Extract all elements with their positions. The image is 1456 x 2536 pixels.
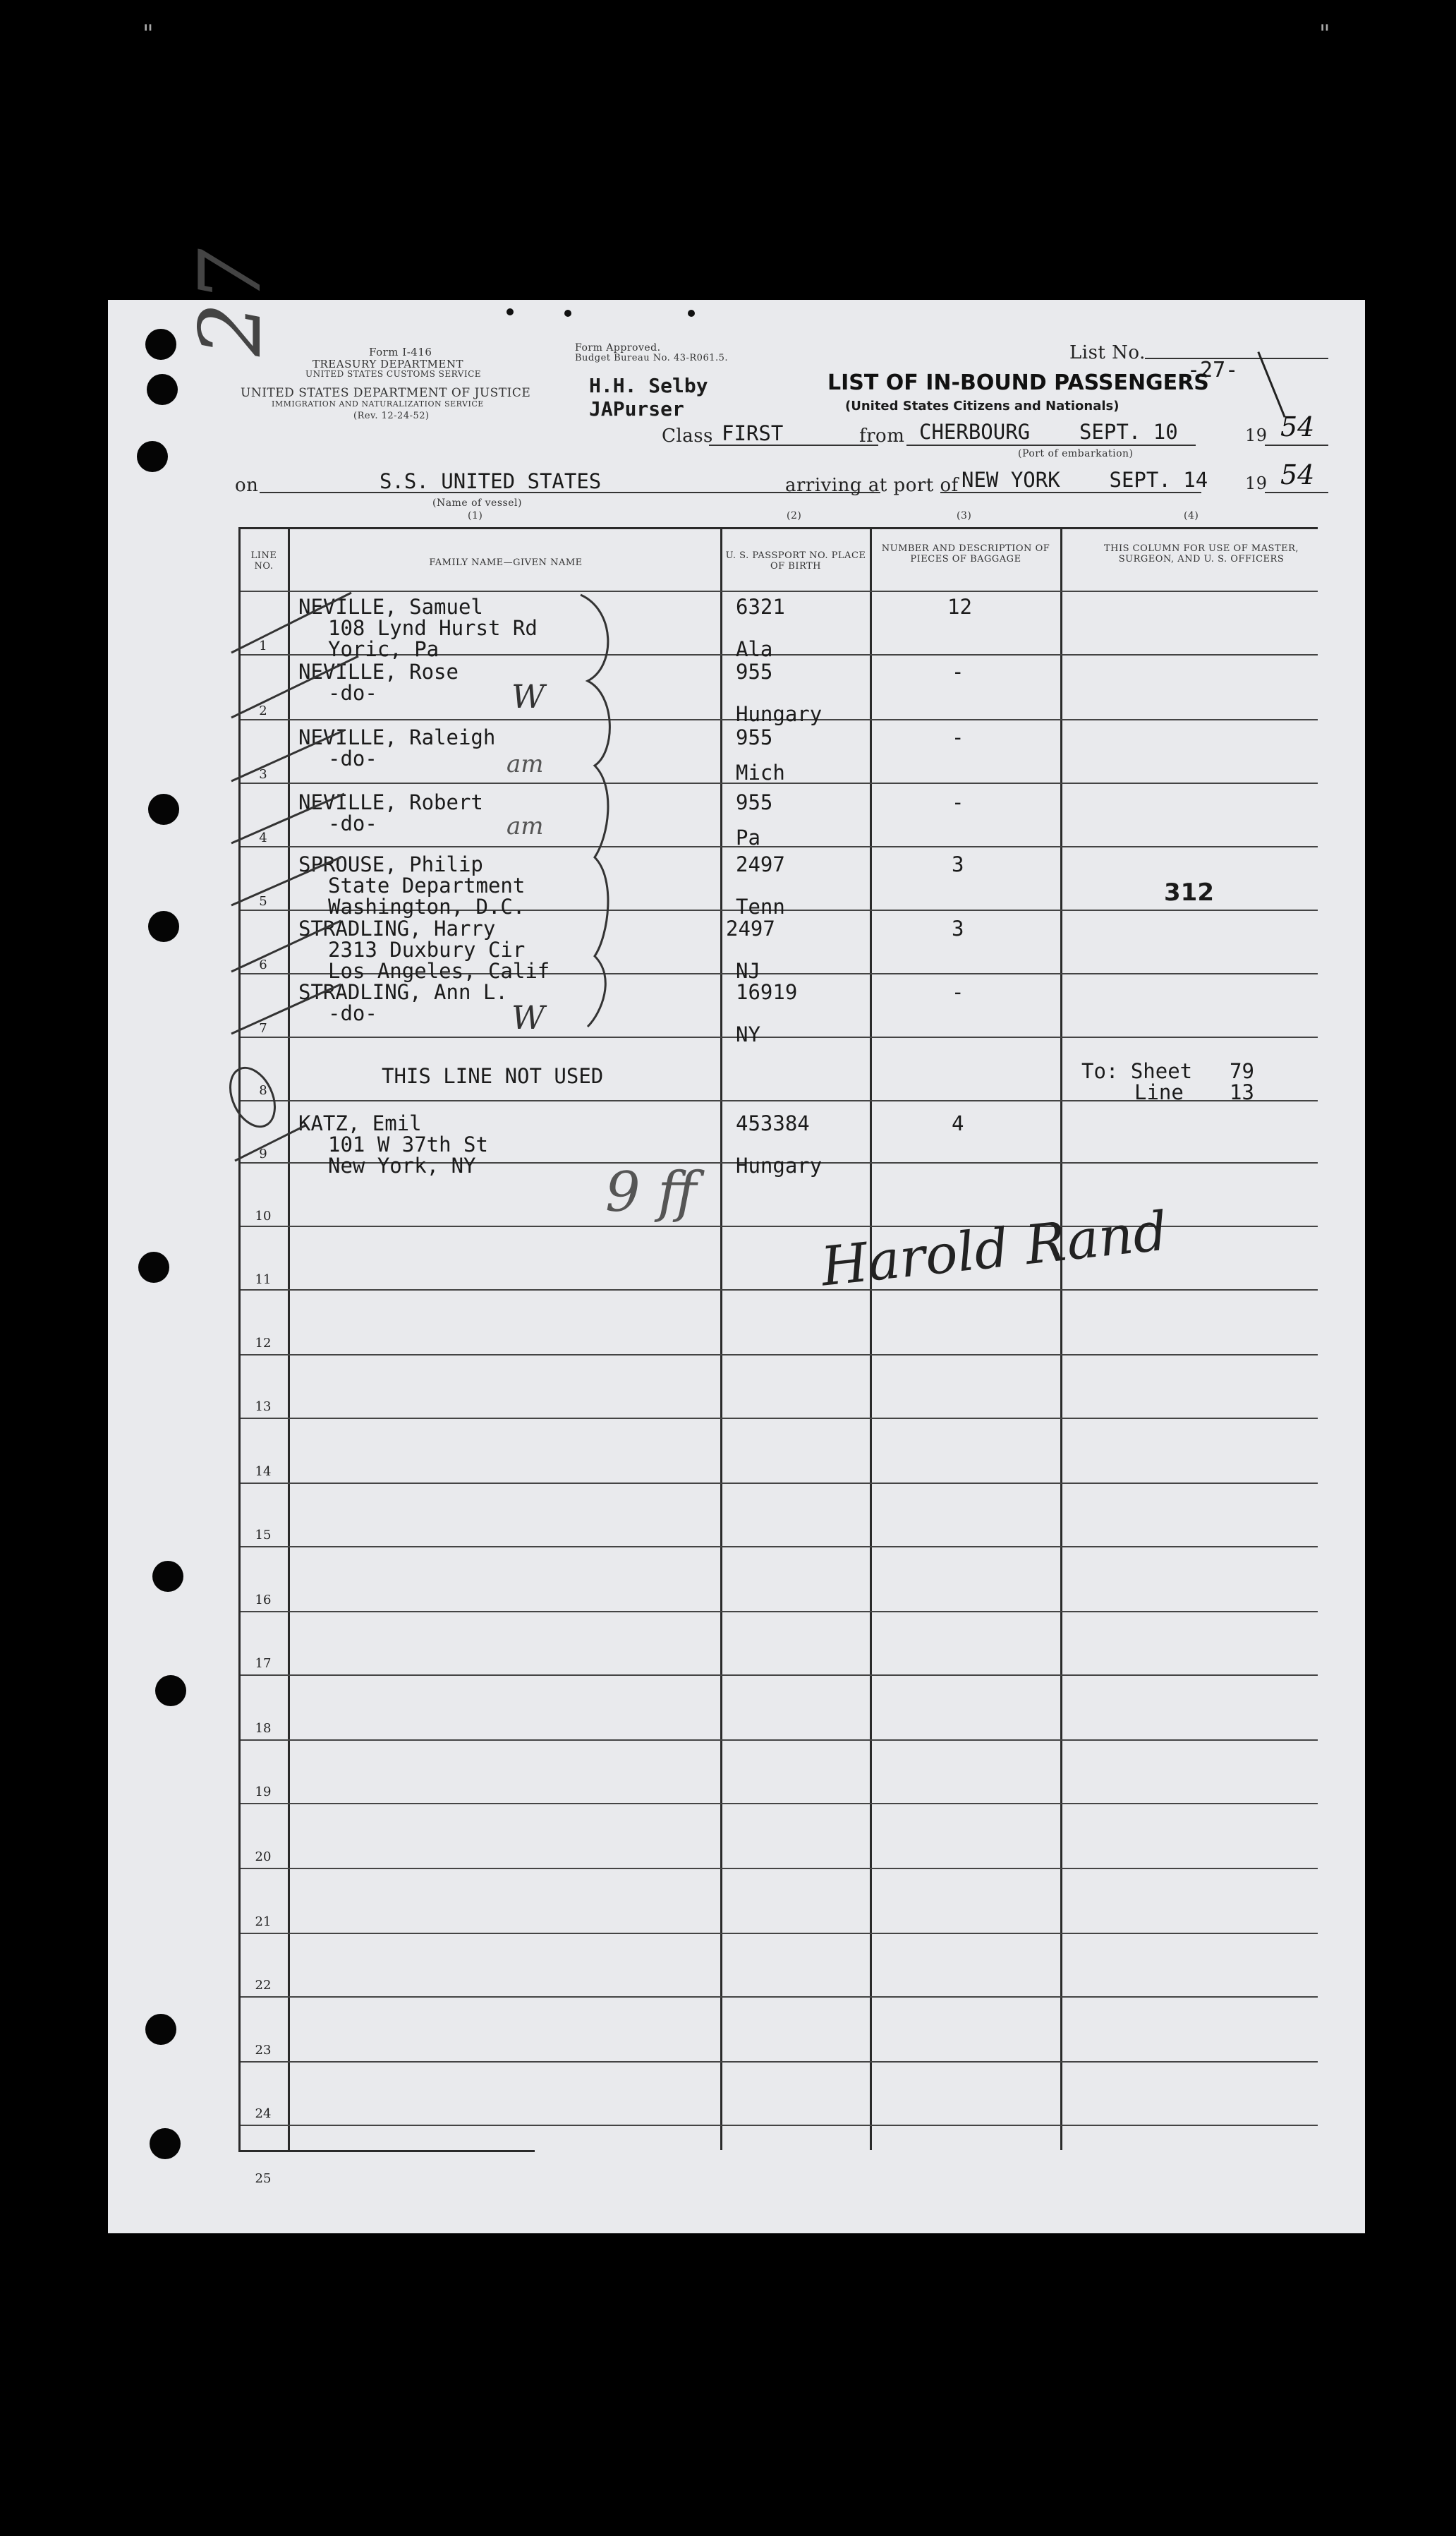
- passport-number: 2497: [736, 852, 785, 876]
- list-no-value: -27-: [1187, 358, 1239, 382]
- year-2: 54: [1280, 459, 1315, 490]
- passport-number: 16919: [736, 980, 798, 1004]
- baggage-count: -: [952, 790, 964, 814]
- passport-number: 453384: [736, 1111, 810, 1135]
- passenger-address-1: -do-: [328, 681, 377, 705]
- col-header-passport: U. S. PASSPORT NO. PLACE OF BIRTH: [725, 550, 866, 572]
- baggage-count: -: [952, 725, 964, 749]
- place-of-birth: NY: [736, 1022, 760, 1046]
- line-number: 24: [255, 2106, 272, 2121]
- passenger-name: THIS LINE NOT USED: [382, 1064, 604, 1088]
- line-number: 15: [255, 1528, 272, 1542]
- line-number: 13: [255, 1399, 272, 1414]
- handwritten-am: am: [506, 812, 544, 840]
- line-number: 5: [259, 894, 267, 909]
- line-number: 18: [255, 1721, 272, 1736]
- line-number: 21: [255, 1914, 272, 1929]
- line-value: 13: [1230, 1080, 1254, 1104]
- passenger-name: NEVILLE, Rose: [298, 660, 459, 684]
- manifest-title: LIST OF IN-BOUND PASSENGERS: [827, 370, 1209, 395]
- col-num-2: (2): [787, 510, 802, 521]
- corner-mark-left: ": [142, 20, 154, 48]
- manifest-subtitle: (United States Citizens and Nationals): [845, 399, 1120, 413]
- line-number: 8: [259, 1083, 267, 1098]
- line-number: 10: [255, 1209, 272, 1224]
- passport-number: 2497: [726, 917, 775, 941]
- handwritten-w: W: [511, 998, 545, 1037]
- arriving-label: arriving at port of: [785, 475, 959, 496]
- place-of-birth: Ala: [736, 637, 773, 661]
- passenger-name: SPROUSE, Philip: [298, 852, 483, 876]
- purser-title: JAPurser: [589, 397, 684, 421]
- col-header-line-no: LINE NO.: [250, 550, 277, 572]
- revision-label: (Rev. 12-24-52): [353, 411, 430, 421]
- col-header-baggage: NUMBER AND DESCRIPTION OF PIECES OF BAGGAGE: [881, 543, 1050, 564]
- justice-label: UNITED STATES DEPARTMENT OF JUSTICE: [241, 386, 531, 400]
- passport-number: 955: [736, 660, 773, 684]
- vessel-label: (Name of vessel): [432, 497, 522, 509]
- purser-name: H.H. Selby: [589, 374, 708, 397]
- class-value: FIRST: [722, 421, 784, 445]
- passenger-address-1: -do-: [328, 811, 377, 835]
- baggage-count: 12: [947, 595, 972, 619]
- class-label: Class: [662, 425, 713, 447]
- place-of-birth: NJ: [736, 959, 760, 983]
- col-num-3: (3): [957, 510, 972, 521]
- passenger-manifest-page: [108, 248, 1365, 2233]
- line-number: 2: [259, 704, 267, 718]
- baggage-count: 3: [952, 852, 964, 876]
- handwritten-scribble: 9 ff: [605, 1161, 697, 1224]
- passenger-address-1: -do-: [328, 1001, 377, 1025]
- passenger-address-1: 2313 Duxbury Cir: [328, 938, 526, 962]
- year-1: 54: [1280, 411, 1315, 442]
- form-number: Form I-416: [369, 346, 432, 358]
- place-of-birth: Pa: [736, 826, 760, 850]
- budget-bureau: Budget Bureau No. 43-R061.5.: [575, 353, 729, 363]
- from-value: CHERBOURG SEPT. 10: [919, 420, 1178, 444]
- col-header-name: FAMILY NAME—GIVEN NAME: [429, 557, 583, 568]
- passenger-name: NEVILLE, Raleigh: [298, 725, 496, 749]
- handwritten-w: W: [511, 677, 545, 715]
- passenger-address-2: Los Angeles, Calif: [328, 959, 550, 983]
- form-approved: Form Approved.: [575, 342, 661, 354]
- place-of-birth: Mich: [736, 761, 785, 785]
- signature: Harold Rand: [818, 1199, 1170, 1298]
- line-number: 22: [255, 1978, 272, 1993]
- place-of-birth: Tenn: [736, 895, 785, 919]
- arriving-value: NEW YORK SEPT. 14: [961, 468, 1208, 492]
- year-prefix-2: 19: [1245, 473, 1268, 493]
- passport-number: 955: [736, 790, 773, 814]
- passenger-name: KATZ, Emil: [298, 1111, 422, 1135]
- passenger-address-1: 101 W 37th St: [328, 1133, 488, 1157]
- line-number: 7: [259, 1021, 267, 1036]
- col-num-4: (4): [1184, 510, 1199, 521]
- to-sheet-label: To: Sheet: [1081, 1059, 1193, 1083]
- line-number: 14: [255, 1464, 272, 1479]
- from-label: from: [859, 425, 905, 447]
- passenger-address-1: State Department: [328, 874, 526, 898]
- passenger-address-1: 108 Lynd Hurst Rd: [328, 616, 538, 640]
- on-label: on: [235, 475, 259, 496]
- ins-label: IMMIGRATION AND NATURALIZATION SERVICE: [272, 399, 484, 409]
- line-number: 12: [255, 1336, 272, 1351]
- passenger-name: STRADLING, Ann L.: [298, 980, 508, 1004]
- passport-number: 955: [736, 725, 773, 749]
- passenger-address-2: Yoric, Pa: [328, 637, 439, 661]
- line-number: 20: [255, 1849, 272, 1864]
- col-header-officers: THIS COLUMN FOR USE OF MASTER, SURGEON, AND U. S. OFFICERS: [1103, 543, 1299, 564]
- port-embarkation-label: (Port of embarkation): [1018, 448, 1134, 459]
- pen-strokes: [108, 300, 1365, 2233]
- line-number: 23: [255, 2043, 272, 2058]
- passenger-name: NEVILLE, Robert: [298, 790, 483, 814]
- passenger-address-2: New York, NY: [328, 1154, 476, 1178]
- vessel-col-num: (1): [468, 510, 483, 521]
- vessel-name: S.S. UNITED STATES: [380, 469, 602, 493]
- handwritten-am: am: [506, 750, 544, 778]
- line-number: 19: [255, 1785, 272, 1799]
- baggage-count: 4: [952, 1111, 964, 1135]
- list-no-label: List No.: [1069, 342, 1146, 363]
- baggage-count: 3: [952, 917, 964, 941]
- line-label: Line: [1134, 1080, 1184, 1104]
- line-number: 11: [255, 1272, 272, 1287]
- corner-mark-right: ": [1319, 20, 1330, 48]
- line-number: 1: [259, 639, 267, 653]
- place-of-birth: Hungary: [736, 1154, 823, 1178]
- treasury-label: TREASURY DEPARTMENT: [313, 358, 463, 370]
- line-number: 6: [259, 958, 267, 972]
- officer-number: 312: [1164, 878, 1214, 907]
- line-number: 17: [255, 1656, 272, 1671]
- line-number: 4: [259, 831, 267, 845]
- passport-number: 6321: [736, 595, 785, 619]
- line-number: 3: [259, 767, 267, 782]
- passenger-name: NEVILLE, Samuel: [298, 595, 483, 619]
- handwritten-list-ref: 27: [182, 248, 280, 356]
- to-sheet-value: 79: [1230, 1059, 1254, 1083]
- customs-label: UNITED STATES CUSTOMS SERVICE: [305, 369, 482, 379]
- baggage-count: -: [952, 660, 964, 684]
- passenger-address-2: Washington, D.C.: [328, 895, 526, 919]
- year-prefix-1: 19: [1245, 425, 1268, 445]
- passenger-name: STRADLING, Harry: [298, 917, 496, 941]
- place-of-birth: Hungary: [736, 702, 823, 726]
- baggage-count: -: [952, 980, 964, 1004]
- line-number: 16: [255, 1593, 272, 1607]
- passenger-address-1: -do-: [328, 747, 377, 771]
- line-number: 25: [255, 2171, 272, 2186]
- line-number: 9: [259, 1147, 267, 1161]
